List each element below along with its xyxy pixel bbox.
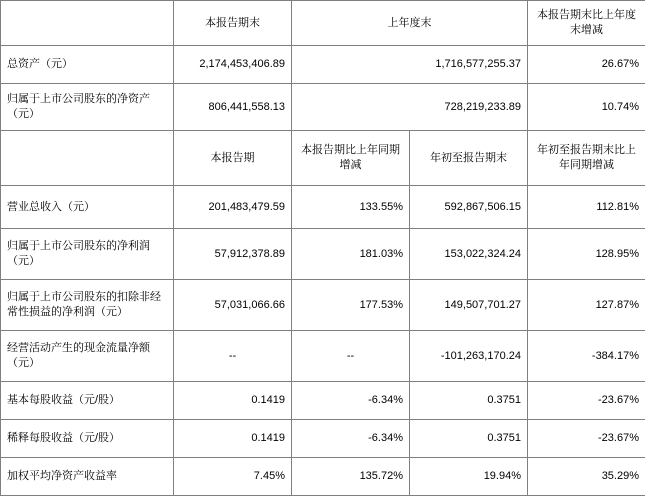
table-header-row-period-end	[1, 1, 645, 46]
header-cell-prior-year-end: 上年度末	[292, 1, 528, 46]
cell-net-profit-excl-ytd-change: 127.87%	[528, 280, 645, 331]
row-label-weighted-roe: 加权平均净资产收益率	[1, 458, 174, 496]
cell-net-profit-ytd: 153,022,324.24	[410, 229, 528, 280]
cell-operating-revenue-ytd: 592,867,506.15	[410, 186, 528, 229]
cell-total-assets-prior: 1,716,577,255.37	[292, 46, 528, 84]
table-row	[1, 186, 645, 229]
table-row	[1, 331, 645, 382]
cell-diluted-eps-current: 0.1419	[174, 420, 292, 458]
cell-operating-revenue-change: 133.55%	[292, 186, 410, 229]
header-cell-ytd-yoy-change: 年初至报告期末比上年同期增减	[528, 131, 645, 186]
header-cell-empty-2	[1, 131, 174, 186]
cell-weighted-roe-change: 135.72%	[292, 458, 410, 496]
cell-total-assets-current: 2,174,453,406.89	[174, 46, 292, 84]
table-row	[1, 46, 645, 84]
cell-net-profit-ytd-change: 128.95%	[528, 229, 645, 280]
table-row	[1, 280, 645, 331]
header-cell-period-end-change: 本报告期末比上年度末增减	[528, 1, 645, 46]
cell-net-profit-excl-change: 177.53%	[292, 280, 410, 331]
cell-weighted-roe-ytd-change: 35.29%	[528, 458, 645, 496]
table-row	[1, 420, 645, 458]
row-label-diluted-eps: 稀释每股收益（元/股）	[1, 420, 174, 458]
cell-net-assets-current: 806,441,558.13	[174, 84, 292, 131]
cell-net-profit-current: 57,912,378.89	[174, 229, 292, 280]
table-row	[1, 84, 645, 131]
table-row	[1, 458, 645, 496]
cell-diluted-eps-change: -6.34%	[292, 420, 410, 458]
cell-operating-revenue-ytd-change: 112.81%	[528, 186, 645, 229]
cell-operating-cash-flow-ytd-change: -384.17%	[528, 331, 645, 382]
cell-operating-cash-flow-ytd: -101,263,170.24	[410, 331, 528, 382]
cell-diluted-eps-ytd: 0.3751	[410, 420, 528, 458]
cell-net-profit-excl-ytd: 149,507,701.27	[410, 280, 528, 331]
cell-operating-revenue-current: 201,483,479.59	[174, 186, 292, 229]
row-label-basic-eps: 基本每股收益（元/股）	[1, 382, 174, 420]
header-cell-ytd: 年初至报告期末	[410, 131, 528, 186]
table-header-row-period	[1, 131, 645, 186]
row-label-net-assets: 归属于上市公司股东的净资产（元）	[1, 84, 174, 131]
row-label-operating-cash-flow: 经营活动产生的现金流量净额（元）	[1, 331, 174, 382]
table-row	[1, 229, 645, 280]
cell-basic-eps-change: -6.34%	[292, 382, 410, 420]
header-cell-empty-1	[1, 1, 174, 46]
row-label-net-profit: 归属于上市公司股东的净利润（元）	[1, 229, 174, 280]
cell-basic-eps-ytd-change: -23.67%	[528, 382, 645, 420]
cell-net-assets-change: 10.74%	[528, 84, 645, 131]
header-cell-current-period-end: 本报告期末	[174, 1, 292, 46]
row-label-net-profit-excl-nonrecurring: 归属于上市公司股东的扣除非经常性损益的净利润（元）	[1, 280, 174, 331]
cell-net-profit-change: 181.03%	[292, 229, 410, 280]
table-row	[1, 382, 645, 420]
cell-total-assets-change: 26.67%	[528, 46, 645, 84]
cell-basic-eps-ytd: 0.3751	[410, 382, 528, 420]
cell-operating-cash-flow-change: --	[292, 331, 410, 382]
header-cell-current-period: 本报告期	[174, 131, 292, 186]
cell-basic-eps-current: 0.1419	[174, 382, 292, 420]
cell-operating-cash-flow-current: --	[174, 331, 292, 382]
header-cell-period-yoy-change: 本报告期比上年同期增减	[292, 131, 410, 186]
row-label-total-assets: 总资产（元）	[1, 46, 174, 84]
cell-weighted-roe-ytd: 19.94%	[410, 458, 528, 496]
cell-net-assets-prior: 728,219,233.89	[292, 84, 528, 131]
cell-weighted-roe-current: 7.45%	[174, 458, 292, 496]
cell-diluted-eps-ytd-change: -23.67%	[528, 420, 645, 458]
cell-net-profit-excl-current: 57,031,066.66	[174, 280, 292, 331]
row-label-operating-revenue: 营业总收入（元）	[1, 186, 174, 229]
